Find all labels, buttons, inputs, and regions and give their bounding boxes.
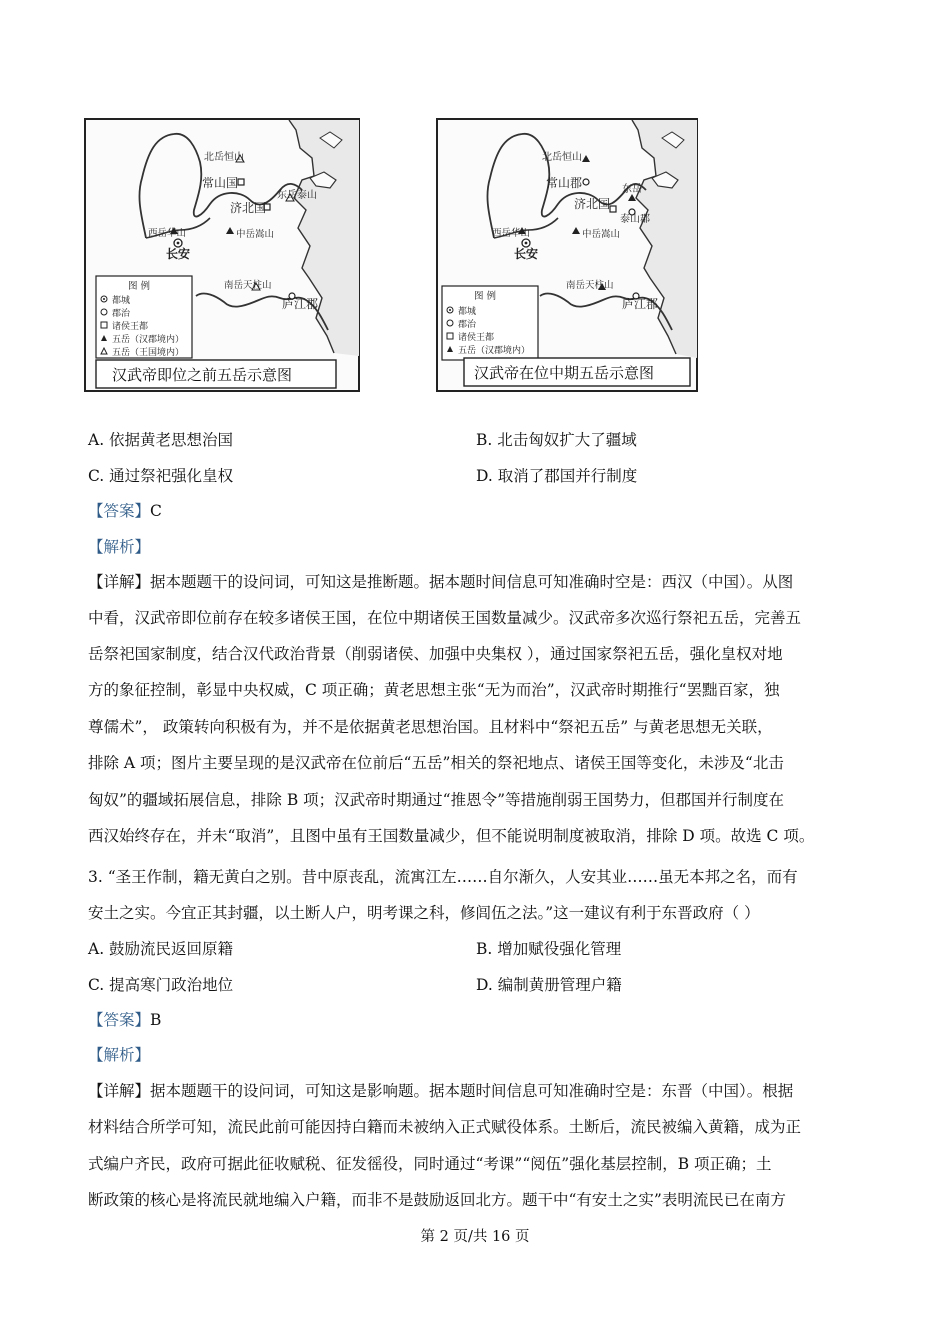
page-footer: 第 2 页/共 16 页: [420, 1229, 530, 1245]
label-west: 西岳华山: [148, 228, 187, 239]
q2-analysis-line: [88, 537, 150, 557]
legend-item-capital: 都城: [112, 296, 131, 306]
label-changshan-r: 常山郡: [546, 176, 583, 190]
q2-option-b: B. 北击匈奴扩大了疆域: [476, 431, 637, 449]
legend-item-fief-r: 诸侯王都: [458, 333, 495, 343]
map-mid-reign-drawing: [436, 118, 698, 392]
q2-detail-line-0: [88, 572, 793, 592]
q3-option-c: C. 提高寒门政治地位: [88, 976, 234, 994]
q2-detail-tag: 【详解】: [88, 573, 151, 591]
map-before-reign-drawing: [84, 118, 360, 392]
q3-detail-line-2: 式编户齐民，政府可据此征收赋税、征发徭役，同时通过“考课”“阅伍”强化基层控制，B 项正确；土: [88, 1155, 772, 1173]
label-east-r: 东岳: [622, 184, 642, 195]
label-lujiang: 庐江郡: [282, 297, 319, 311]
q2-option-c: C. 通过祭祀强化皇权: [88, 467, 234, 485]
q3-stem-line-0: 3. “圣王作制，籍无黄白之别。昔中原丧乱，流寓江左……自尔渐久，人安其业……虽无本邦之名，而有: [88, 868, 798, 886]
map-figures: [84, 118, 704, 394]
label-east: 东岳泰山: [277, 190, 317, 201]
legend-item-commandery: 郡治: [112, 309, 131, 319]
legend-item-mountain-kingdom: 五岳（王国境内）: [112, 348, 185, 358]
legend-item-fief: 诸侯王都: [112, 322, 149, 332]
legend-item-capital-r: 都城: [458, 307, 477, 317]
q3-stem-line-1: 安土之实。今宜正其封疆，以土断人户，明考课之科，修闾伍之法。”这一建议有利于东晋政府（ ）: [88, 904, 760, 922]
q3-detail-tag: 【详解】: [88, 1082, 151, 1100]
q3-analysis-line: [88, 1045, 150, 1065]
label-south: 南岳天柱山: [224, 280, 272, 291]
q2-answer: C: [150, 502, 162, 520]
q2-answer-tag: 【答案】: [88, 502, 151, 520]
label-capital-r: 长安: [514, 247, 539, 261]
label-jibei: 济北国: [230, 201, 267, 215]
legend-title-r: 图 例: [474, 291, 497, 302]
label-taishan-r: 泰山郡: [620, 214, 650, 225]
legend-item-mountain-han: 五岳（汉郡境内）: [112, 335, 185, 345]
label-south-r: 南岳天柱山: [566, 280, 614, 291]
q3-option-a: A. 鼓励流民返回原籍: [88, 940, 234, 958]
label-jibei-r: 济北国: [574, 197, 611, 211]
legend-item-mountain-han-r: 五岳（汉郡境内）: [458, 346, 531, 356]
label-center-r: 中岳嵩山: [582, 229, 621, 240]
q3-answer: B: [150, 1011, 162, 1029]
label-lujiang-r: 庐江郡: [622, 297, 659, 311]
legend-item-commandery-r: 郡治: [458, 320, 477, 330]
map-caption-left: 汉武帝即位之前五岳示意图: [112, 366, 293, 384]
q3-option-b: B. 增加赋役强化管理: [476, 940, 622, 958]
label-center: 中岳嵩山: [236, 229, 275, 240]
q3-option-d: D. 编制黄册管理户籍: [476, 976, 622, 994]
q2-detail-line-5: 排除 A 项；图片主要呈现的是汉武帝在位前后“五岳”相关的祭祀地点、诸侯王国等变化，未涉及“北击: [88, 754, 784, 772]
q2-detail-line-4: 尊儒术”， 政策转向积极有为，并不是依据黄老思想治国。且材料中“祭祀五岳” 与黄老思想无关联，: [88, 718, 773, 736]
label-capital: 长安: [166, 247, 191, 261]
label-north-r: 北岳恒山: [542, 152, 582, 163]
q3-detail-line-0: [88, 1081, 793, 1101]
label-north: 北岳恒山: [204, 152, 244, 163]
q2-option-a: A. 依据黄老思想治国: [88, 431, 234, 449]
map-caption-right: 汉武帝在位中期五岳示意图: [474, 364, 655, 382]
q3-detail-line-3: 断政策的核心是将流民就地编入户籍，而非不是鼓励返回北方。题干中“有安土之实”表明流民已在南方: [88, 1191, 786, 1209]
map-before-reign: [84, 118, 360, 392]
q2-detail-text-0: 据本题题干的设问词，可知这是推断题。据本题时间信息可知准确时空是：西汉（中国）。从图: [150, 573, 794, 591]
q2-detail-line-6: 匈奴”的疆域拓展信息，排除 B 项；汉武帝时期通过“推恩令”等措施削弱王国势力，但郡国并行制度在: [88, 791, 785, 809]
q2-detail-line-7: 西汉始终存在，并未“取消”，且图中虽有王国数量减少，但不能说明制度被取消，排除 D 项。故选 C 项。: [88, 827, 815, 845]
q2-detail-line-3: 方的象征控制，彰显中央权威，C 项正确；黄老思想主张“无为而治”，汉武帝时期推行“罢黜百家，独: [88, 681, 780, 699]
q2-analysis-tag: 【解析】: [88, 538, 151, 556]
q3-detail-line-1: 材料结合所学可知，流民此前可能因持白籍而未被纳入正式赋役体系。土断后，流民被编入黄籍，成为正: [88, 1118, 802, 1136]
map-mid-reign: [436, 118, 698, 392]
q3-answer-line: [88, 1010, 161, 1030]
q2-option-d: D. 取消了郡国并行制度: [476, 467, 638, 485]
label-west-r: 西岳华山: [492, 228, 531, 239]
label-changshan: 常山国: [202, 176, 239, 190]
q3-answer-tag: 【答案】: [88, 1011, 151, 1029]
q3-detail-text-0: 据本题题干的设问词，可知这是影响题。据本题时间信息可知准确时空是：东晋（中国）。根据: [150, 1082, 794, 1100]
legend-title: 图 例: [128, 281, 151, 292]
q2-detail-line-2: 岳祭祀国家制度，结合汉代政治背景（削弱诸侯、加强中央集权 ），通过国家祭祀五岳，强化皇权对地: [88, 645, 783, 663]
q2-answer-line: [88, 501, 162, 521]
q3-analysis-tag: 【解析】: [88, 1046, 151, 1064]
q2-detail-line-1: 中看，汉武帝即位前存在较多诸侯王国，在位中期诸侯王国数量减少。汉武帝多次巡行祭祀五岳，完善五: [88, 609, 802, 627]
